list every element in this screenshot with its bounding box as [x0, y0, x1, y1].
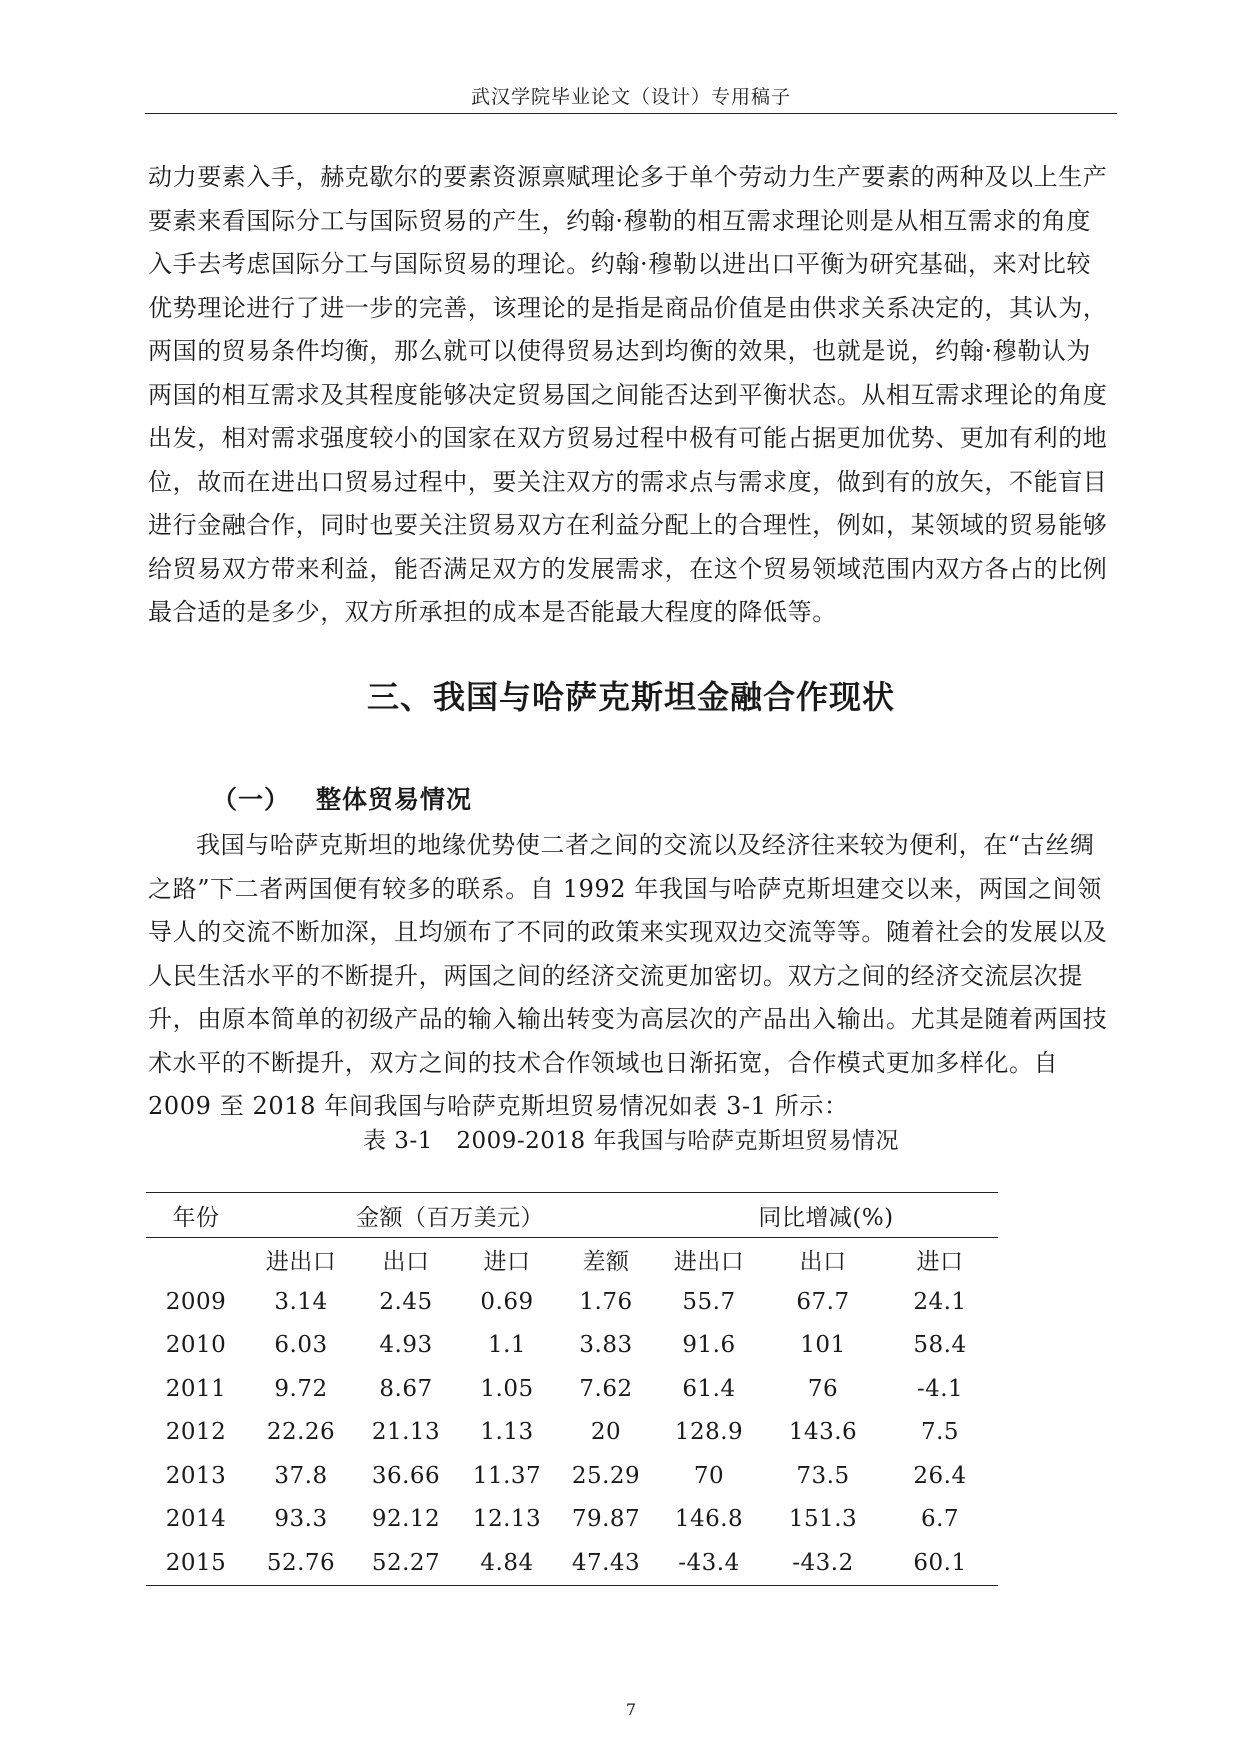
table-cell: 2.45 [379, 1288, 433, 1315]
page-header: 武汉学院毕业论文（设计）专用稿子 [470, 86, 791, 108]
table-cell: 11.37 [472, 1462, 542, 1489]
table-cell: 76 [807, 1375, 839, 1402]
table-cell: 9.72 [274, 1375, 328, 1402]
table-cell: -43.4 [654, 1541, 764, 1585]
table-row [146, 1411, 998, 1455]
table-cell-year: 2014 [165, 1506, 227, 1533]
table-header-amount: 金额（百万美元） [246, 1193, 654, 1238]
table-row [146, 1367, 998, 1411]
table-cell: 4.84 [456, 1541, 558, 1585]
table-cell: 4.93 [379, 1332, 433, 1359]
table-cell: 79.87 [571, 1506, 641, 1533]
table-cell: 47.43 [558, 1541, 654, 1585]
table-cell: 7.5 [920, 1419, 960, 1446]
table-cell: 3.83 [579, 1332, 633, 1359]
table-cell-year: 2011 [165, 1375, 227, 1402]
trade-table [146, 1192, 998, 1586]
table-subheader: 出口 [382, 1248, 430, 1275]
table-cell: 1.13 [480, 1419, 534, 1446]
table-cell: 3.14 [274, 1288, 328, 1315]
subsection-title: 整体贸易情况 [316, 785, 473, 814]
table-cell-year: 2015 [146, 1541, 246, 1585]
table-cell: 24.1 [913, 1288, 967, 1315]
body-paragraph-1 [148, 156, 1114, 635]
table-header-year: 年份 [146, 1193, 246, 1238]
table-cell: 58.4 [913, 1332, 967, 1359]
table-subheader: 进出口 [265, 1248, 337, 1275]
table-cell: -43.2 [764, 1541, 882, 1585]
header-rule [145, 113, 1117, 114]
table-cell: 101 [800, 1332, 846, 1359]
table-subheader: 进口 [916, 1248, 964, 1275]
table-cell: -4.1 [916, 1375, 964, 1402]
table-header-row [146, 1193, 998, 1238]
table-body [146, 1280, 998, 1585]
table-cell: 22.26 [266, 1419, 336, 1446]
table-cell: 52.27 [356, 1541, 456, 1585]
table-cell: 1.76 [579, 1288, 633, 1315]
table-cell: 143.6 [788, 1419, 858, 1446]
table-row [146, 1498, 998, 1542]
table-row [146, 1541, 998, 1585]
table-cell: 0.69 [480, 1288, 534, 1315]
paragraph-text: 我国与哈萨克斯坦的地缘优势使二者之间的交流以及经济往来较为便利，在“古丝绸之路”下二者两国便有较多的联系。自 1992 年我国与哈萨克斯坦建交以来，两国之间领导人的交流不断加深，且均颁布了不同的政策来实现双边交流等等。随着社会的发展以及人民生活水平的不断提升，两国之间的经济交流更加密切。双方之间的经济交流层次提升，由原本简单的初级产品的输入输出转变为高层次的产品出入输出。尤其是随着两国技术水平的不断提升，双方之间的技术合作领域也日渐拓宽，合作模式更加多样化。自 2009 至 2018 年间我国与哈萨克斯坦贸易情况如表 3-1 所示： [148, 831, 1108, 1120]
table-cell: 26.4 [913, 1462, 967, 1489]
table-cell: 146.8 [674, 1506, 744, 1533]
table-cell: 6.7 [920, 1506, 960, 1533]
table-cell: 25.29 [571, 1462, 641, 1489]
table-cell: 61.4 [682, 1375, 736, 1402]
table-cell-year: 2012 [165, 1419, 227, 1446]
table-cell: 70 [693, 1462, 725, 1489]
table-subheader: 差额 [582, 1248, 630, 1275]
table-cell: 36.66 [371, 1462, 441, 1489]
table-cell: 1.1 [487, 1332, 527, 1359]
table-cell: 60.1 [882, 1541, 998, 1585]
table-cell: 151.3 [788, 1506, 858, 1533]
paragraph-text: 动力要素入手，赫克歇尔的要素资源禀赋理论多于单个劳动力生产要素的两种及以上生产要素来看国际分工与国际贸易的产生，约翰·穆勒的相互需求理论则是从相互需求的角度入手去考虑国际分工与国际贸易的理论。约翰·穆勒以进出口平衡为研究基础，来对比较优势理论进行了进一步的完善，该理论的是指是商品价值是由供求关系决定的，其认为，两国的贸易条件均衡，那么就可以使得贸易达到均衡的效果，也就是说，约翰·穆勒认为两国的相互需求及其程度能够决定贸易国之间能否达到平衡状态。从相互需求理论的角度出发，相对需求强度较小的国家在双方贸易过程中极有可能占据更加优势、更加有利的地位，故而在进出口贸易过程中，要关注双方的需求点与需求度，做到有的放矢，不能盲目进行金融合作，同时也要关注贸易双方在利益分配上的合理性，例如，某领域的贸易能够给贸易双方带来利益，能否满足双方的发展需求，在这个贸易领域范围内双方各占的比例最合适的是多少，双方所承担的成本是否能最大程度的降低等。 [148, 163, 1108, 626]
table-cell: 92.12 [371, 1506, 441, 1533]
table-subheader: 出口 [799, 1248, 847, 1275]
table-cell: 1.05 [480, 1375, 534, 1402]
table-cell: 37.8 [274, 1462, 328, 1489]
table-cell: 91.6 [682, 1332, 736, 1359]
section-title: 三、我国与哈萨克斯坦金融合作现状 [366, 678, 895, 716]
table-cell: 6.03 [274, 1332, 328, 1359]
table-cell: 73.5 [796, 1462, 850, 1489]
table-cell-year: 2010 [165, 1332, 227, 1359]
table-row [146, 1454, 998, 1498]
table-cell: 7.62 [579, 1375, 633, 1402]
table-cell: 12.13 [472, 1506, 542, 1533]
table-caption: 表 3-1 2009-2018 年我国与哈萨克斯坦贸易情况 [363, 1128, 899, 1154]
table-row [146, 1324, 998, 1368]
table-header-growth: 同比增减(%) [654, 1193, 998, 1238]
table-cell: 128.9 [674, 1419, 744, 1446]
table-row [146, 1280, 998, 1324]
table-cell: 55.7 [682, 1288, 736, 1315]
table-subheader: 进出口 [673, 1248, 745, 1275]
table-cell: 20 [590, 1419, 622, 1446]
subsection-number: （一） [212, 785, 291, 814]
table-cell: 67.7 [796, 1288, 850, 1315]
page-number: 7 [625, 1700, 637, 1719]
table-cell: 8.67 [379, 1375, 433, 1402]
body-paragraph-2 [148, 824, 1114, 1129]
table-cell: 52.76 [246, 1541, 356, 1585]
subsection-heading [212, 780, 472, 816]
table-cell: 93.3 [274, 1506, 328, 1533]
table-cell-year: 2013 [165, 1462, 227, 1489]
table-cell: 21.13 [371, 1419, 441, 1446]
table-subheader: 进口 [483, 1248, 531, 1275]
table-subheader-row [146, 1238, 998, 1281]
table-cell-year: 2009 [165, 1288, 227, 1315]
table-subheader-empty [146, 1238, 246, 1281]
